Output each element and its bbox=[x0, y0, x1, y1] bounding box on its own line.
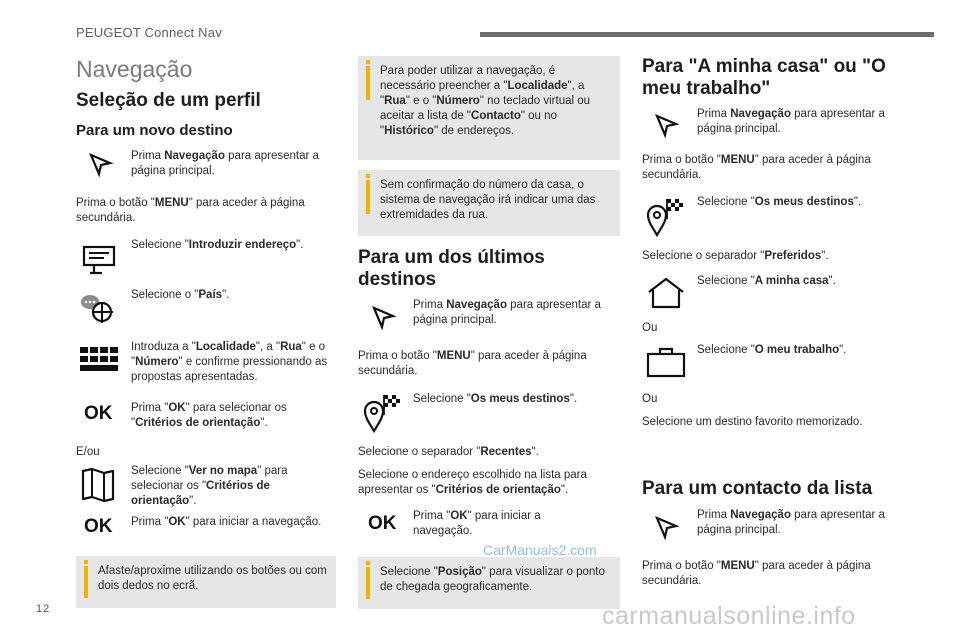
navigation-arrow-icon bbox=[88, 151, 114, 177]
paragraph: Prima o botão "MENU" para aceder à página secundária. bbox=[76, 197, 305, 224]
step-text: Selecione "Ver no mapa" para selecionar os "Critérios de orientação". bbox=[131, 465, 288, 507]
step-text: Prima "OK" para iniciar a navegação. bbox=[131, 516, 322, 528]
work-briefcase-icon bbox=[646, 346, 686, 378]
info-note bbox=[358, 170, 620, 236]
paragraph: Prima o botão "MENU" para aceder à página secundária. bbox=[642, 560, 871, 587]
info-icon bbox=[366, 66, 370, 100]
info-note bbox=[358, 56, 620, 160]
ok-button-icon: OK bbox=[84, 403, 113, 424]
step-text: Selecione o "País". bbox=[131, 289, 230, 301]
subsection-title-new-destination: Para um novo destino bbox=[76, 122, 233, 139]
my-destinations-icon bbox=[647, 197, 685, 237]
navigation-arrow-icon bbox=[654, 514, 680, 540]
info-note-text: Sem confirmação do número da casa, o sistema de navegação irá indicar uma das extremidades da rua. bbox=[380, 179, 596, 221]
keypad-icon bbox=[79, 346, 119, 374]
step-text: Prima Navegação para apresentar a página principal. bbox=[131, 150, 319, 177]
info-note bbox=[358, 557, 620, 609]
info-icon bbox=[84, 566, 88, 598]
step-text: Selecione "O meu trabalho". bbox=[697, 344, 847, 356]
country-icon bbox=[80, 293, 116, 325]
paragraph: Selecione o separador "Preferidos". bbox=[642, 250, 829, 262]
step-text: Introduza a "Localidade", a "Rua" e o "Número" e confirme pressionando as propostas apresentadas. bbox=[131, 341, 328, 383]
step-text: Prima Navegação para apresentar a página principal. bbox=[413, 299, 601, 326]
page-title: Navegação bbox=[76, 56, 193, 82]
info-note-text: Afaste/aproxime utilizando os botões ou com dois dedos no ecrã. bbox=[98, 565, 327, 592]
section-title-recent: Para um dos últimos destinos bbox=[358, 247, 545, 290]
section-title-home-work: Para "A minha casa" ou "O meu trabalho" bbox=[642, 56, 886, 99]
info-icon bbox=[366, 567, 370, 599]
step-text: Selecione "Introduzir endereço". bbox=[131, 239, 304, 251]
navigation-arrow-icon bbox=[371, 304, 397, 330]
step-text: Prima Navegação para apresentar a página principal. bbox=[697, 108, 885, 135]
step-text: Selecione "Os meus destinos". bbox=[413, 393, 578, 405]
header-bar bbox=[480, 32, 934, 37]
watermark-carmanuals2: CarManuals2.com bbox=[483, 542, 597, 558]
section-title-contact: Para um contacto da lista bbox=[642, 478, 873, 499]
paragraph: Selecione o endereço escolhido na lista para apresentar os "Critérios de orientação". bbox=[358, 469, 587, 496]
home-icon bbox=[647, 277, 685, 309]
map-icon bbox=[80, 467, 116, 503]
info-note-text: Para poder utilizar a navegação, é necessário preencher a "Localidade", a "Rua" e o "Número" no teclado virtual ou aceitar a lista de "Contacto" ou no "Histórico" de endereços. bbox=[380, 65, 591, 137]
paragraph: E/ou bbox=[76, 446, 100, 458]
section-title-profile: Seleção de um perfil bbox=[76, 90, 261, 111]
step-text: Selecione "Os meus destinos". bbox=[697, 196, 862, 208]
step-text: Selecione "A minha casa". bbox=[697, 275, 836, 287]
watermark-carmanualsonline: carmanualsonline.info bbox=[602, 602, 856, 630]
enter-address-icon bbox=[80, 245, 118, 275]
step-text: Prima "OK" para iniciar a navegação. bbox=[413, 510, 541, 537]
info-note bbox=[76, 556, 336, 608]
paragraph: Selecione um destino favorito memorizado. bbox=[642, 416, 863, 428]
ok-button-icon: OK bbox=[368, 513, 397, 534]
ok-button-icon: OK bbox=[84, 516, 113, 537]
paragraph: Selecione o separador "Recentes". bbox=[358, 446, 539, 458]
navigation-arrow-icon bbox=[654, 112, 680, 138]
step-text: Prima "OK" para selecionar os "Critérios de orientação". bbox=[131, 402, 287, 429]
info-icon bbox=[366, 180, 370, 214]
paragraph: Prima o botão "MENU" para aceder à página secundária. bbox=[642, 154, 871, 181]
header-brand: PEUGEOT Connect Nav bbox=[76, 25, 222, 40]
paragraph: Prima o botão "MENU" para aceder à página secundária. bbox=[358, 350, 587, 377]
paragraph: Ou bbox=[642, 322, 658, 334]
info-note-text: Selecione "Posição" para visualizar o ponto de chegada geograficamente. bbox=[380, 566, 605, 593]
page-number: 12 bbox=[36, 603, 51, 615]
paragraph: Ou bbox=[642, 393, 658, 405]
my-destinations-icon bbox=[364, 393, 402, 433]
step-text: Prima Navegação para apresentar a página principal. bbox=[697, 509, 885, 536]
